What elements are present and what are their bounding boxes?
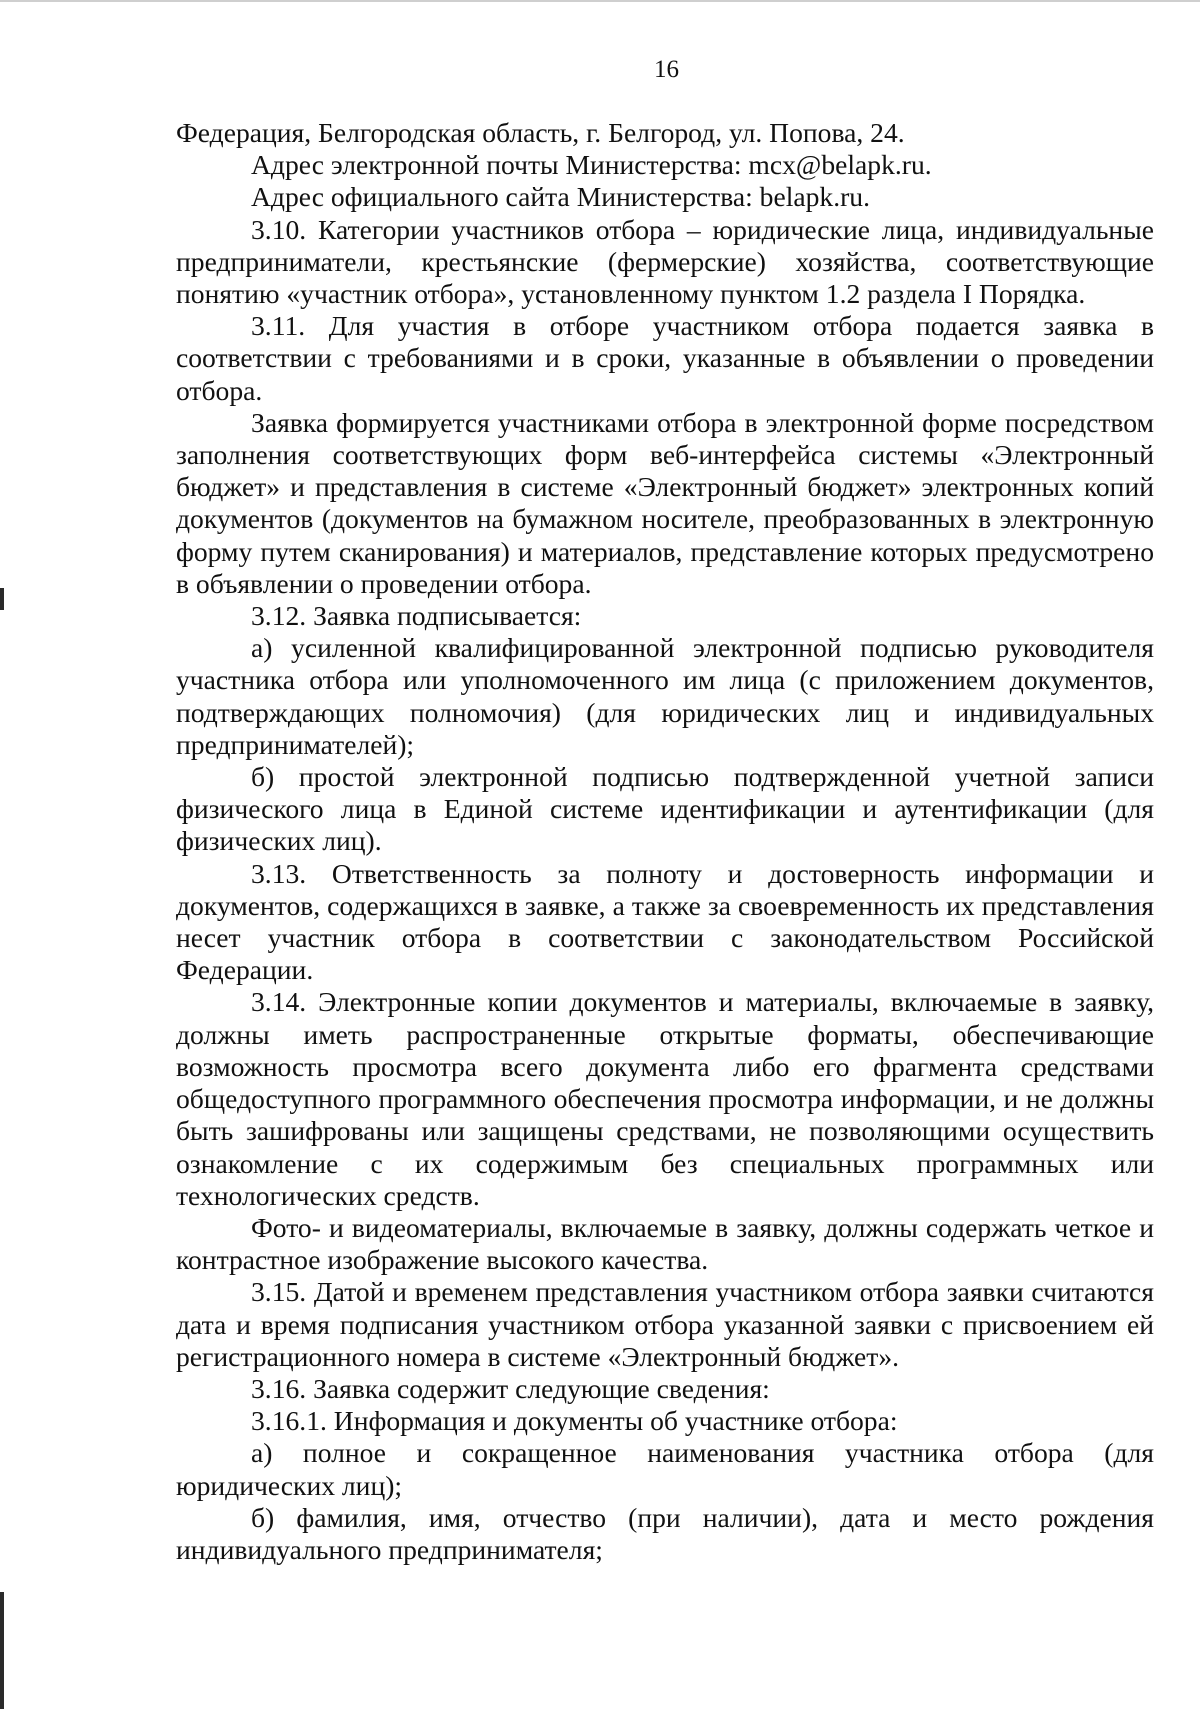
paragraph: 3.13. Ответственность за полноту и достоверность информации и документов, содержащихся в заявке, а также за своевременность их представления несет участник отбора в соответствии с законодательством Российской Федерации. [176,857,1154,986]
scan-top-edge [0,0,1200,2]
paragraph: 3.11. Для участия в отборе участником отбора подается заявка в соответствии с требованиями и в сроки, указанные в объявлении о проведении отбора. [176,310,1154,406]
paragraph: Адрес электронной почты Министерства: mcx@belapk.ru. [251,149,932,181]
paragraph: 3.10. Категории участников отбора – юридические лица, индивидуальные предприниматели, крестьянские (фермерские) хозяйства, соответствующие понятию «участник отбора», установленному пунктом 1.2 раздела I Порядка. [176,213,1154,310]
paragraph: Адрес официального сайта Министерства: belapk.ru. [251,181,871,213]
paragraph: 3.16.1. Информация и документы об участнике отбора: [251,1405,898,1437]
paragraph: 3.16. Заявка содержит следующие сведения: [251,1372,770,1404]
paragraph: 3.12. Заявка подписывается: [251,600,582,632]
paragraph: б) простой электронной подписью подтвержденной учетной записи физического лица в Единой системе идентификации и аутентификации (для физических лиц). [176,761,1154,857]
document-body [176,117,1154,1566]
paragraph: Заявка формируется участниками отбора в электронной форме посредством заполнения соответствующих форм веб-интерфейса системы «Электронный бюджет» и представления в системе «Электронный бюджет» электронных копий документов (документов на бумажном носителе, преобразованных в электронную форму путем сканирования) и материалов, представление которых предусмотрено в объявлении о проведении отбора. [176,406,1154,599]
paragraph: а) усиленной квалифицированной электронной подписью руководителя участника отбора или уполномоченного им лица (с приложением документов, подтверждающих полномочия) (для юридических лиц и индивидуальных предпринимателей); [176,632,1154,760]
paragraph: б) фамилия, имя, отчество (при наличии), дата и место рождения индивидуального предпринимателя; [176,1501,1154,1565]
paragraph: Федерация, Белгородская область, г. Белгород, ул. Попова, 24. [176,117,905,148]
scan-left-edge-mark [0,1592,4,1709]
page-number: 16 [654,56,679,83]
scan-left-edge-mark [0,588,4,610]
paragraph: а) полное и сокращенное наименования участника отбора (для юридических лиц); [176,1437,1154,1501]
paragraph: Фото- и видеоматериалы, включаемые в заявку, должны содержать четкое и контрастное изображение высокого качества. [176,1211,1154,1276]
paragraph: 3.15. Датой и временем представления участником отбора заявки считаются дата и время подписания участником отбора указанной заявки с присвоением ей регистрационного номера в системе «Электронный бюджет». [176,1276,1154,1372]
paragraph: 3.14. Электронные копии документов и материалы, включаемые в заявку, должны иметь распространенные открытые форматы, обеспечивающие возможность просмотра всего документа либо его фрагмента средствами общедоступного программного обеспечения просмотра информации, и не должны быть зашифрованы или защищены средствами, не позволяющими осуществить ознакомление с их содержимым без специальных программных или технологических средств. [176,986,1154,1211]
